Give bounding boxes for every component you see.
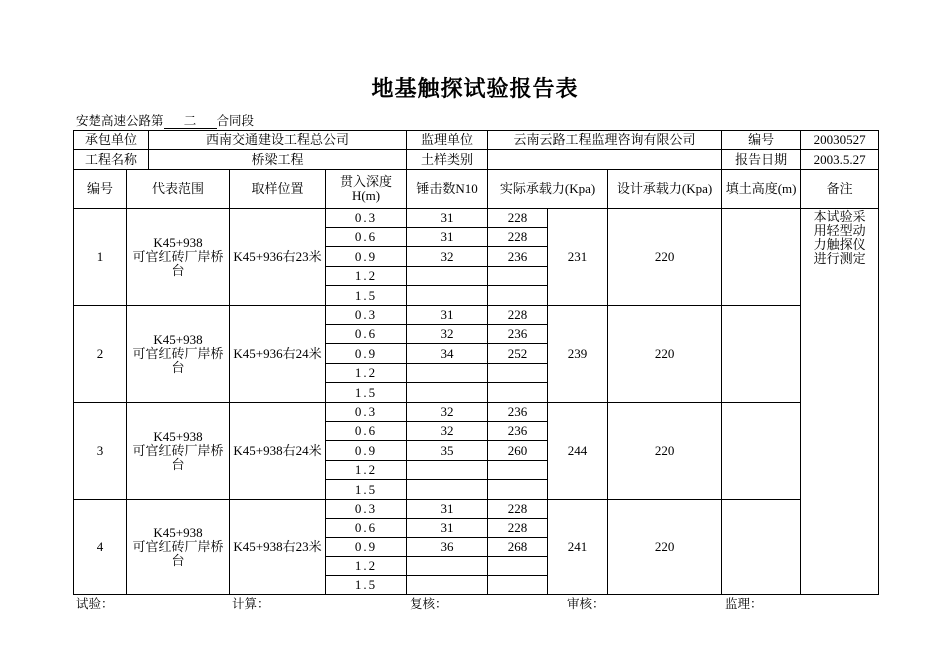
actual-capacity [488,576,548,595]
report-title: 地基触探试验报告表 [371,76,579,101]
blow-count: 35 [407,441,488,461]
blow-count [407,286,488,306]
blow-count: 34 [407,344,488,364]
penetration-depth: 0.3 [326,500,407,519]
soil-type-value [488,150,722,170]
supervisor-value: 云南云路工程监理咨询有限公司 [488,131,722,150]
report-date-value: 2003.5.27 [801,150,879,170]
penetration-depth: 0.3 [326,306,407,325]
penetration-depth: 0.3 [326,209,407,228]
blow-count [407,383,488,403]
report-date-label: 报告日期 [722,150,801,170]
penetration-depth: 0.6 [326,519,407,538]
fill-height [722,403,801,500]
footer-calc: 计算： [232,597,270,611]
range-description: 可官红砖厂岸桥台 [132,249,224,278]
actual-capacity: 260 [488,441,548,461]
actual-capacity: 268 [488,538,548,557]
blow-count [407,480,488,500]
report-table [73,130,879,595]
penetration-depth: 0.9 [326,344,407,364]
header-actual-capacity: 实际承载力(Kpa) [488,170,608,209]
blow-count: 32 [407,247,488,267]
footer-test: 试验： [76,597,114,611]
blow-count [407,576,488,595]
penetration-depth: 1.5 [326,480,407,500]
group-number: 1 [74,209,127,306]
header-depth-line2: H(m) [351,188,381,203]
sample-location: K45+936右24米 [230,306,326,403]
header-number: 编号 [74,170,127,209]
sample-location: K45+938右23米 [230,500,326,595]
column-header-row [74,170,879,209]
blow-count: 31 [407,306,488,325]
remark-note: 本试验采用轻型动力触探仪进行测定 [801,209,879,595]
info-row-project [74,150,879,170]
header-depth [326,170,407,209]
actual-capacity: 236 [488,403,548,422]
group-range [127,500,230,595]
penetration-depth: 0.6 [326,228,407,247]
header-depth-line1: 贯入深度 [340,174,393,189]
penetration-depth: 0.9 [326,441,407,461]
blow-count: 31 [407,209,488,228]
range-code: K45+938 [153,235,203,250]
actual-capacity: 228 [488,500,548,519]
fill-height [722,306,801,403]
penetration-depth: 1.2 [326,557,407,576]
number-label: 编号 [722,131,801,150]
actual-capacity: 228 [488,209,548,228]
subtitle-prefix: 安楚高速公路第 [76,114,164,128]
fill-height [722,209,801,306]
actual-capacity [488,461,548,480]
actual-capacity [488,286,548,306]
design-capacity: 220 [608,209,722,306]
actual-capacity-average: 244 [548,403,608,500]
sample-location: K45+938右24米 [230,403,326,500]
header-blows: 锤击数N10 [407,170,488,209]
header-location: 取样位置 [230,170,326,209]
penetration-depth: 1.5 [326,576,407,595]
penetration-depth: 1.2 [326,267,407,286]
footer-audit: 审核： [567,597,605,611]
number-value: 20030527 [801,131,879,150]
contract-section-line [76,113,254,129]
penetration-depth: 0.6 [326,325,407,344]
actual-capacity-average: 239 [548,306,608,403]
actual-capacity: 236 [488,247,548,267]
contractor-value: 西南交通建设工程总公司 [149,131,407,150]
info-row-contractor [74,131,879,150]
actual-capacity [488,364,548,383]
range-code: K45+938 [153,429,203,444]
range-description: 可官红砖厂岸桥台 [132,443,224,472]
penetration-depth: 0.9 [326,247,407,267]
blow-count: 32 [407,422,488,441]
blow-count: 31 [407,519,488,538]
blow-count: 31 [407,228,488,247]
design-capacity: 220 [608,500,722,595]
penetration-depth: 0.6 [326,422,407,441]
blow-count [407,557,488,576]
contractor-label: 承包单位 [74,131,149,150]
range-code: K45+938 [153,525,203,540]
actual-capacity: 228 [488,306,548,325]
actual-capacity: 228 [488,519,548,538]
sample-location: K45+936右23米 [230,209,326,306]
blow-count: 31 [407,500,488,519]
penetration-depth: 1.2 [326,364,407,383]
contract-section-number: 二 [164,115,217,129]
actual-capacity-average: 241 [548,500,608,595]
table-row [74,500,879,519]
blow-count: 32 [407,325,488,344]
group-range [127,306,230,403]
group-number: 2 [74,306,127,403]
range-code: K45+938 [153,332,203,347]
header-remark: 备注 [801,170,879,209]
design-capacity: 220 [608,306,722,403]
actual-capacity: 236 [488,325,548,344]
actual-capacity [488,267,548,286]
table-row [74,209,879,228]
header-design-capacity: 设计承载力(Kpa) [608,170,722,209]
penetration-depth: 1.5 [326,383,407,403]
actual-capacity [488,557,548,576]
blow-count [407,461,488,480]
fill-height [722,500,801,595]
soil-type-label: 土样类别 [407,150,488,170]
header-range: 代表范围 [127,170,230,209]
group-range [127,403,230,500]
penetration-depth: 1.2 [326,461,407,480]
table-row [74,403,879,422]
design-capacity: 220 [608,403,722,500]
blow-count [407,364,488,383]
actual-capacity: 228 [488,228,548,247]
blow-count: 32 [407,403,488,422]
table-row [74,306,879,325]
penetration-depth: 1.5 [326,286,407,306]
subtitle-suffix: 合同段 [216,114,255,128]
actual-capacity [488,480,548,500]
penetration-depth: 0.3 [326,403,407,422]
blow-count: 36 [407,538,488,557]
project-label: 工程名称 [74,150,149,170]
actual-capacity: 252 [488,344,548,364]
footer-supervise: 监理： [725,597,763,611]
actual-capacity: 236 [488,422,548,441]
footer-review: 复核： [410,597,448,611]
range-description: 可官红砖厂岸桥台 [132,346,224,375]
range-description: 可官红砖厂岸桥台 [132,539,224,568]
actual-capacity [488,383,548,403]
group-range [127,209,230,306]
supervisor-label: 监理单位 [407,131,488,150]
group-number: 4 [74,500,127,595]
penetration-depth: 0.9 [326,538,407,557]
project-value: 桥梁工程 [149,150,407,170]
header-fill-height: 填土高度(m) [722,170,801,209]
group-number: 3 [74,403,127,500]
actual-capacity-average: 231 [548,209,608,306]
blow-count [407,267,488,286]
